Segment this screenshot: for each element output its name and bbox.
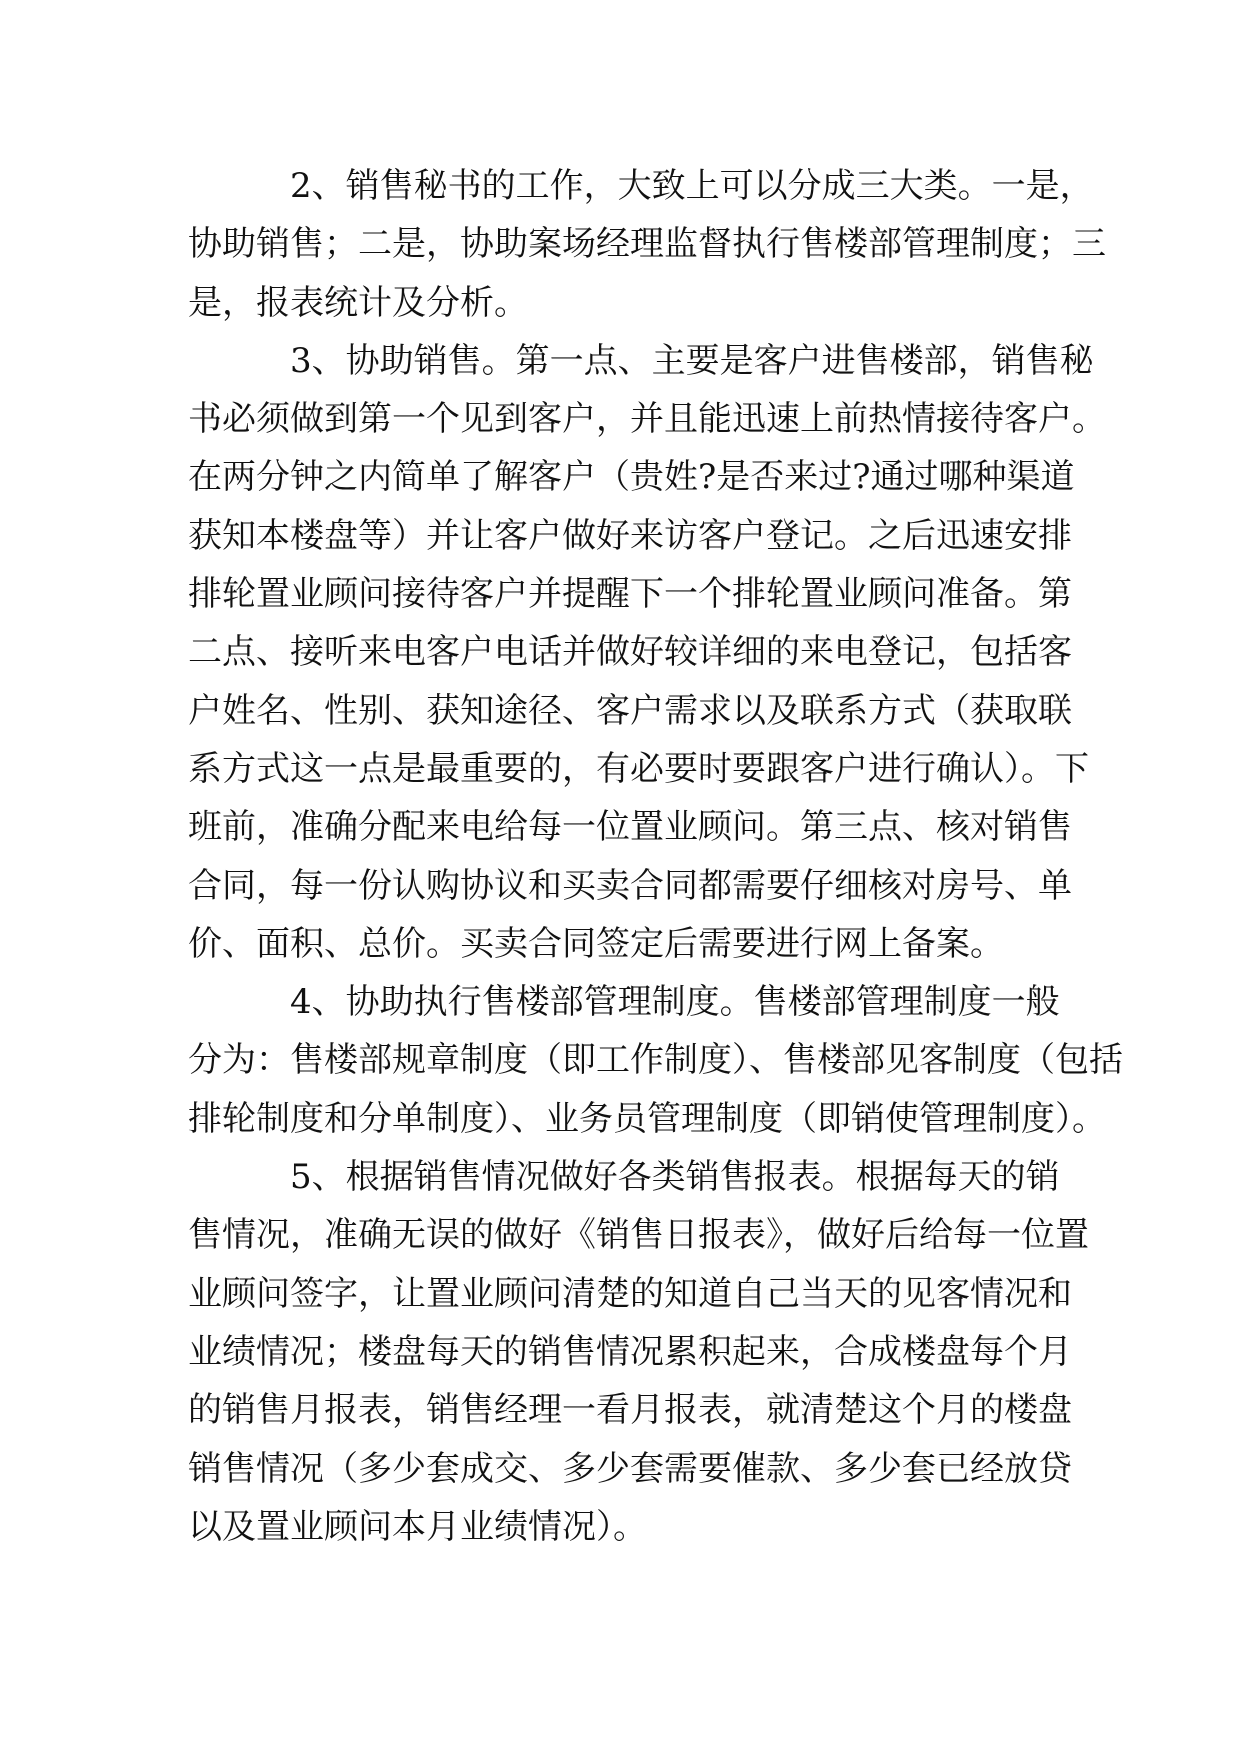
paragraph-line: 5、根据销售情况做好各类销售报表。根据每天的销 bbox=[290, 1157, 1060, 1198]
paragraph-line: 3、协助销售。第一点、主要是客户进售楼部，销售秘 bbox=[290, 340, 1094, 381]
paragraph-line: 合同，每一份认购协议和买卖合同都需要仔细核对房号、单 bbox=[188, 865, 1072, 906]
paragraph-line: 是，报表统计及分析。 bbox=[188, 282, 528, 323]
paragraph-line: 销售情况（多少套成交、多少套需要催款、多少套已经放贷 bbox=[188, 1448, 1072, 1489]
paragraph-line: 4、协助执行售楼部管理制度。售楼部管理制度一般 bbox=[290, 982, 1060, 1023]
paragraph-line: 以及置业顾问本月业绩情况）。 bbox=[188, 1506, 647, 1547]
paragraph-line: 2、销售秘书的工作，大致上可以分成三大类。一是， bbox=[290, 166, 1094, 206]
paragraph-4 bbox=[188, 973, 1123, 1148]
paragraph-5 bbox=[188, 1148, 1089, 1556]
paragraph-line: 在两分钟之内简单了解客户（贵姓?是否来过?通过哪种渠道 bbox=[188, 457, 1075, 498]
paragraph-line: 价、面积、总价。买卖合同签定后需要进行网上备案。 bbox=[188, 923, 1004, 964]
paragraph-line: 业绩情况；楼盘每天的销售情况累积起来，合成楼盘每个月 bbox=[188, 1331, 1072, 1372]
paragraph-line: 户姓名、性别、获知途径、客户需求以及联系方式（获取联 bbox=[188, 690, 1072, 731]
paragraph-line: 售情况，准确无误的做好《销售日报表》，做好后给每一位置 bbox=[188, 1215, 1089, 1256]
paragraph-2 bbox=[188, 157, 1106, 332]
paragraph-line: 二点、接听来电客户电话并做好较详细的来电登记，包括客 bbox=[188, 632, 1072, 673]
paragraph-3 bbox=[188, 332, 1106, 973]
paragraph-line: 获知本楼盘等）并让客户做好来访客户登记。之后迅速安排 bbox=[188, 515, 1072, 556]
paragraph-line: 排轮制度和分单制度）、业务员管理制度（即销使管理制度）。 bbox=[188, 1098, 1106, 1139]
document-body bbox=[188, 157, 1123, 1556]
paragraph-line: 协助销售；二是，协助案场经理监督执行售楼部管理制度；三 bbox=[188, 224, 1106, 265]
paragraph-line: 排轮置业顾问接待客户并提醒下一个排轮置业顾问准备。第 bbox=[188, 574, 1072, 615]
paragraph-line: 系方式这一点是最重要的，有必要时要跟客户进行确认）。下 bbox=[188, 748, 1089, 789]
paragraph-line: 分为：售楼部规章制度（即工作制度）、售楼部见客制度（包括 bbox=[188, 1040, 1123, 1081]
paragraph-line: 的销售月报表，销售经理一看月报表，就清楚这个月的楼盘 bbox=[188, 1390, 1072, 1431]
paragraph-line: 班前，准确分配来电给每一位置业顾问。第三点、核对销售 bbox=[188, 807, 1072, 848]
paragraph-line: 书必须做到第一个见到客户，并且能迅速上前热情接待客户。 bbox=[188, 399, 1106, 440]
paragraph-line: 业顾问签字，让置业顾问清楚的知道自己当天的见客情况和 bbox=[188, 1273, 1072, 1314]
